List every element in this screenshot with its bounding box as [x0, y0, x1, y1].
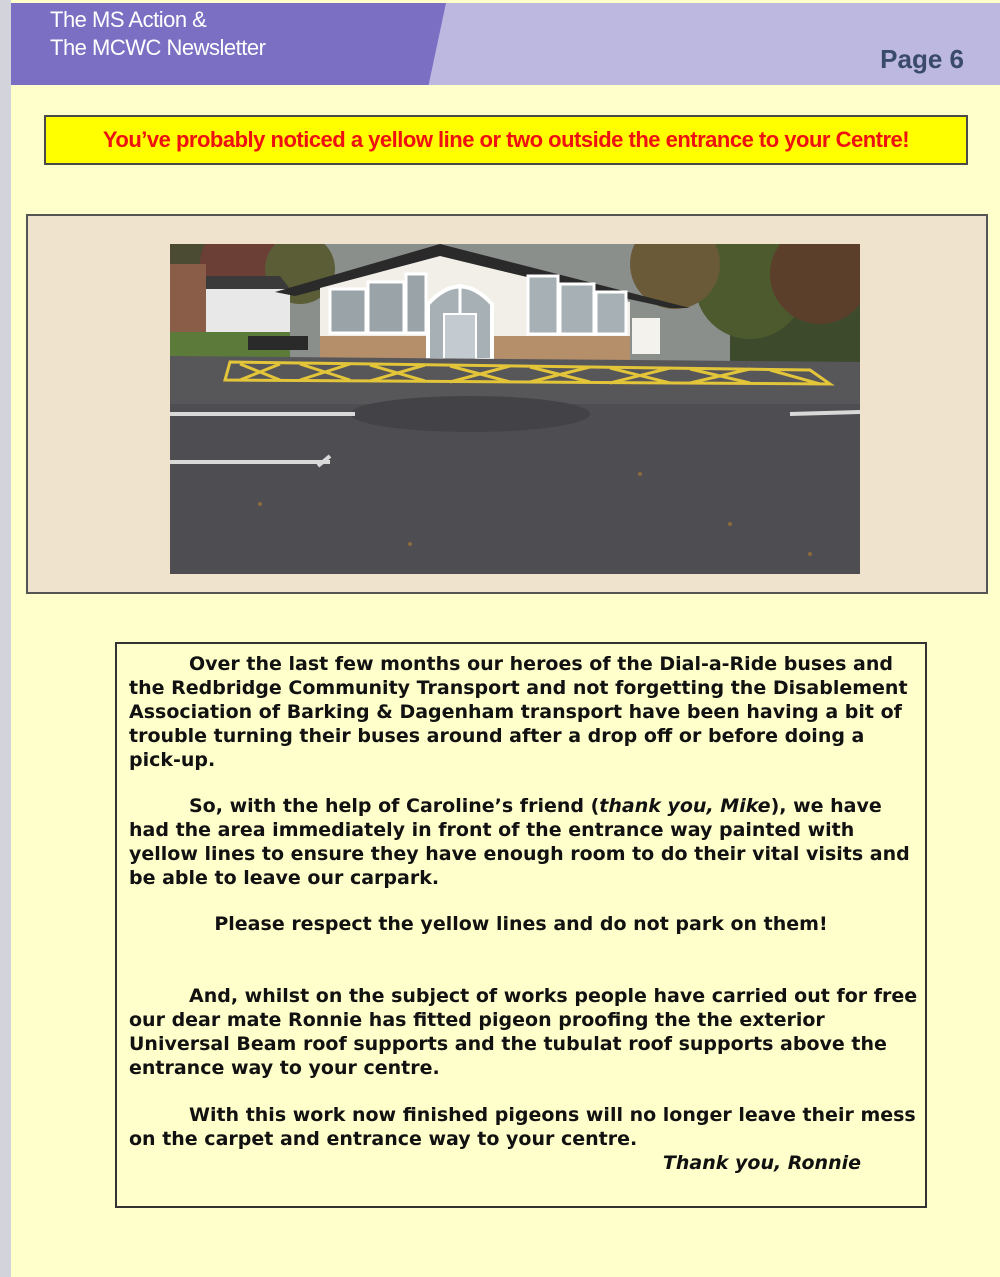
article-paragraph-2-end: ), we have had the area immediately in front of the entrance way painted with yellow lines to ensure they have enough room to do their vital visits and be able to leave our carpark.: [129, 795, 910, 889]
article-paragraph-1: Over the last few months our heroes of the Dial-a-Ride buses and the Redbridge Community Transport and not forgetting the Disablement Association of Barking & Dagenham transport have been having a bit of trouble turning their buses around after a drop off or before doing a pick-up.: [129, 653, 908, 771]
article-paragraph-2-thanks: thank you, Mike: [599, 795, 771, 817]
newsletter-title: [50, 6, 265, 62]
signoff: Thank you, Ronnie: [662, 1152, 861, 1174]
article-paragraph-3: And, whilst on the subject of works people have carried out for free our dear mate Ronnie has fitted pigeon proofing the the exterior Universal Beam roof supports and the tubulat roof supports above the entrance way to your centre.: [129, 985, 918, 1079]
photo-frame: [26, 214, 988, 594]
article-paragraph-2: [129, 794, 919, 890]
headline-banner: You’ve probably noticed a yellow line or two outside the entrance to your Centre!: [44, 115, 968, 165]
newsletter-title-line2: The MCWC Newsletter: [50, 35, 266, 60]
article-paragraph-4: With this work now finished pigeons will no longer leave their mess on the carpet and entrance way to your centre.: [129, 1104, 916, 1150]
article-box: [115, 642, 927, 1208]
page-number: Page 6: [880, 44, 964, 74]
parking-notice: Please respect the yellow lines and do not park on them!: [214, 913, 828, 935]
left-margin-rule: [0, 0, 11, 1277]
newsletter-title-line1: The MS Action &: [50, 7, 207, 32]
centre-entrance-photo: [170, 244, 860, 574]
article-paragraph-2-start: So, with the help of Caroline’s friend (: [189, 795, 600, 817]
